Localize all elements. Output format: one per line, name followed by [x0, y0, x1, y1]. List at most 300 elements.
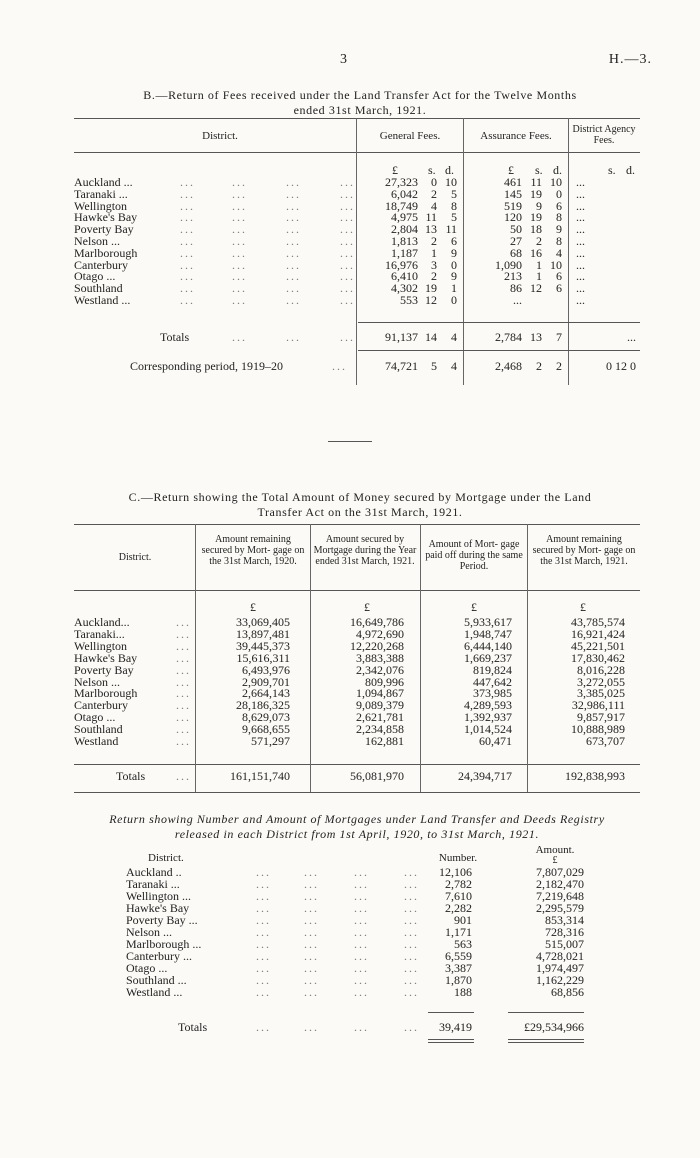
assurance-fees-pounds: 519 — [504, 198, 522, 213]
mortgage-count: 2,282 — [445, 901, 472, 915]
district-name: Wellington ... — [126, 889, 192, 903]
leader-dots: ... — [354, 973, 369, 987]
leader-dots: ... — [180, 198, 195, 213]
leader-dots: ... — [340, 222, 355, 237]
assurance-fees-shillings: 9 — [536, 198, 542, 213]
leader-dots: ... — [286, 234, 301, 248]
leader-dots: ... — [176, 650, 191, 665]
general-fees-pounds: 6,410 — [391, 269, 418, 284]
assurance-fees-pence: 6 — [556, 269, 562, 284]
agency-fees: ... — [576, 198, 585, 213]
assurance-fees-pounds: 120 — [504, 210, 522, 225]
district-name: Auckland .. — [126, 865, 182, 879]
section-d-rule — [508, 1012, 584, 1013]
mortgage-count: 1,171 — [445, 925, 472, 939]
amount-paid-off: 1,392,937 — [464, 710, 512, 725]
mortgage-amount: 68,856 — [551, 985, 584, 999]
assurance-fees-pence: 2 — [556, 359, 562, 373]
general-fees-pounds: 1,813 — [391, 234, 418, 248]
leader-dots: ... — [180, 293, 195, 307]
section-c-header-col3: Amount of Mort- gage paid off during the same Period. — [425, 539, 523, 572]
district-name: Westland ... — [74, 293, 131, 307]
leader-dots: ... — [232, 281, 247, 296]
section-d-title-line1: Return showing Number and Amount of Mortgages under Land Transfer and Deeds Registry — [109, 812, 605, 826]
amount-secured-year: 2,234,858 — [356, 722, 404, 737]
leader-dots: ... — [176, 769, 191, 783]
district-name: Otago ... — [74, 710, 116, 725]
district-name: Marlborough — [74, 686, 138, 701]
leader-dots: ... — [304, 949, 319, 963]
assurance-fees-pounds: 213 — [504, 269, 522, 284]
leader-dots: ... — [340, 269, 355, 284]
leader-dots: ... — [354, 949, 369, 963]
leader-dots: ... — [232, 186, 247, 201]
general-fees-pence: 11 — [445, 222, 457, 237]
page-number: 3 — [340, 52, 347, 67]
district-name: Nelson ... — [74, 674, 120, 689]
mortgage-count: 2,782 — [445, 877, 472, 891]
section-d-double-rule — [428, 1039, 474, 1040]
assurance-fees-pence: 10 — [550, 257, 562, 272]
district-name: Nelson ... — [74, 234, 120, 248]
assurance-fees-pounds: 2,784 — [495, 330, 522, 344]
leader-dots: ... — [286, 245, 301, 260]
district-name: Wellington — [74, 638, 128, 653]
amount-secured-year: 2,342,076 — [356, 662, 404, 677]
agency-fees: ... — [576, 234, 585, 248]
section-c-title — [70, 490, 650, 520]
leader-dots: ... — [286, 175, 301, 189]
amount-remaining-1920: 33,069,405 — [236, 615, 290, 629]
general-fees-pounds: 91,137 — [385, 330, 418, 344]
leader-dots: ... — [176, 638, 191, 653]
section-c-header-col2: Amount secured by Mortgage during the Year ended 31st March, 1921. — [313, 534, 417, 567]
leader-dots: ... — [404, 949, 419, 963]
leader-dots: ... — [180, 257, 195, 272]
amount-remaining-1920: 13,897,481 — [236, 626, 290, 641]
amount-remaining-1921: 673,707 — [586, 734, 625, 748]
section-c-bottom-rule — [74, 792, 640, 793]
section-b-title-line1: B.—Return of Fees received under the Land Transfer Act for the Twelve Months — [143, 88, 577, 102]
unit-pence: d. — [445, 163, 454, 177]
general-fees-shillings: 19 — [425, 281, 437, 296]
leader-dots: ... — [286, 269, 301, 284]
section-d-double-rule — [508, 1039, 584, 1040]
section-b-header-general: General Fees. — [379, 130, 441, 142]
amount-secured-year: 809,996 — [365, 674, 404, 689]
totals-label: Totals — [116, 769, 146, 783]
leader-dots: ... — [340, 198, 355, 213]
mortgage-amount: 7,219,648 — [536, 889, 584, 903]
leader-dots: ... — [256, 937, 271, 951]
district-name: Taranaki... — [74, 626, 125, 641]
leader-dots: ... — [232, 175, 247, 189]
leader-dots: ... — [180, 222, 195, 237]
leader-dots: ... — [232, 222, 247, 237]
amount-remaining-1921: 9,857,917 — [577, 710, 625, 725]
district-name: Canterbury — [74, 698, 128, 713]
section-d-header-amount: Amount. — [535, 844, 575, 856]
agency-fees: ... — [576, 269, 585, 284]
district-name: Taranaki ... — [74, 186, 128, 201]
general-fees-pounds: 16,976 — [385, 257, 418, 272]
section-c-header-col1: Amount remaining secured by Mort- gage on the 31st March, 1920. — [201, 534, 305, 567]
leader-dots: ... — [354, 913, 369, 927]
leader-dots: ... — [176, 722, 191, 737]
district-name: Otago ... — [74, 269, 116, 284]
assurance-fees-pounds: 461 — [504, 175, 522, 189]
section-c-col-divider — [195, 524, 196, 792]
leader-dots: ... — [304, 973, 319, 987]
amount-remaining-1920: 6,493,976 — [242, 662, 290, 677]
amount-remaining-1921: 32,986,111 — [571, 698, 625, 713]
district-name: Westland — [74, 734, 119, 748]
leader-dots: ... — [256, 1020, 271, 1034]
leader-dots: ... — [176, 734, 191, 748]
amount-paid-off: 6,444,140 — [464, 638, 512, 653]
section-d-header-district: District. — [148, 852, 184, 864]
assurance-fees-shillings: 16 — [530, 245, 542, 260]
section-b-col-divider — [463, 118, 464, 385]
district-name: Southland — [74, 722, 123, 737]
general-fees-shillings: 11 — [425, 210, 437, 225]
mortgage-amount: 2,182,470 — [536, 877, 584, 891]
mortgage-amount: 515,007 — [545, 937, 584, 951]
district-name: Nelson ... — [126, 925, 172, 939]
leader-dots: ... — [232, 234, 247, 248]
leader-dots: ... — [404, 937, 419, 951]
amount-secured-year: 1,094,867 — [356, 686, 404, 701]
amount-paid-off: 5,933,617 — [464, 615, 512, 629]
amount-remaining-1921: 3,385,025 — [577, 686, 625, 701]
section-d-double-rule — [508, 1042, 584, 1043]
amount-remaining-1920: 28,186,325 — [236, 698, 290, 713]
leader-dots: ... — [256, 865, 271, 879]
general-fees-pence: 1 — [451, 281, 457, 296]
district-name: Taranaki ... — [126, 877, 180, 891]
district-name: Auckland... — [74, 615, 130, 629]
leader-dots: ... — [304, 913, 319, 927]
district-name: Otago ... — [126, 961, 168, 975]
leader-dots: ... — [404, 913, 419, 927]
district-name: Hawke's Bay — [126, 901, 190, 915]
unit-pound: £ — [392, 163, 398, 177]
general-fees-pounds: 553 — [400, 293, 418, 307]
mortgage-count: 6,559 — [445, 949, 472, 963]
district-name: Poverty Bay ... — [126, 913, 198, 927]
leader-dots: ... — [232, 293, 247, 307]
currency-symbol: £ — [471, 600, 477, 614]
leader-dots: ... — [256, 889, 271, 903]
leader-dots: ... — [176, 674, 191, 689]
leader-dots: ... — [354, 889, 369, 903]
district-name: Wellington — [74, 198, 128, 213]
assurance-fees-pence: 7 — [556, 330, 562, 344]
general-fees-shillings: 14 — [425, 330, 437, 344]
mortgage-count: 12,106 — [439, 865, 472, 879]
general-fees-pence: 9 — [451, 269, 457, 284]
agency-fees: 0 12 0 — [606, 359, 636, 373]
agency-fees: ... — [576, 222, 585, 237]
leader-dots: ... — [286, 330, 301, 344]
amount-secured-year: 12,220,268 — [350, 638, 404, 653]
general-fees-pence: 5 — [451, 186, 457, 201]
assurance-fees-shillings: 19 — [530, 186, 542, 201]
mortgage-amount: 4,728,021 — [536, 949, 584, 963]
leader-dots: ... — [354, 985, 369, 999]
leader-dots: ... — [354, 937, 369, 951]
assurance-fees-pence: 8 — [556, 234, 562, 248]
general-fees-pence: 0 — [451, 293, 457, 307]
general-fees-pence: 6 — [451, 234, 457, 248]
leader-dots: ... — [404, 985, 419, 999]
total-count: 39,419 — [439, 1020, 472, 1034]
leader-dots: ... — [304, 925, 319, 939]
leader-dots: ... — [340, 281, 355, 296]
currency-symbol: £ — [580, 600, 586, 614]
unit-pence: d. — [626, 163, 635, 177]
amount-paid-off: 1,669,237 — [464, 650, 512, 665]
leader-dots: ... — [176, 698, 191, 713]
leader-dots: ... — [354, 1020, 369, 1034]
section-separator — [328, 441, 372, 442]
leader-dots: ... — [304, 1020, 319, 1034]
leader-dots: ... — [256, 985, 271, 999]
mortgage-amount: 1,162,229 — [536, 973, 584, 987]
mortgage-amount: 2,295,579 — [536, 901, 584, 915]
assurance-fees-pounds: 145 — [504, 186, 522, 201]
mortgage-amount: 728,316 — [545, 925, 584, 939]
amount-remaining-1920: 2,909,701 — [242, 674, 290, 689]
section-d-rule — [428, 1012, 474, 1013]
leader-dots: ... — [286, 210, 301, 225]
district-name: Canterbury ... — [126, 949, 192, 963]
assurance-fees-shillings: 1 — [536, 269, 542, 284]
amount-paid-off: 1,948,747 — [464, 626, 512, 641]
assurance-fees-pence: 4 — [556, 245, 562, 260]
leader-dots: ... — [286, 257, 301, 272]
assurance-fees-shillings: 12 — [530, 281, 542, 296]
unit-pound: £ — [508, 163, 514, 177]
amount-remaining-1921: 17,830,462 — [571, 650, 625, 665]
district-name: Marlborough — [74, 245, 138, 260]
section-d-header-currency: £ — [552, 855, 558, 866]
leader-dots: ... — [354, 961, 369, 975]
agency-fees: ... — [576, 186, 585, 201]
leader-dots: ... — [176, 710, 191, 725]
report-reference: H.—3. — [608, 52, 652, 67]
leader-dots: ... — [304, 901, 319, 915]
general-fees-shillings: 2 — [431, 234, 437, 248]
amount-paid-off: 4,289,593 — [464, 698, 512, 713]
district-name: Poverty Bay — [74, 662, 134, 677]
amount-remaining-1920: 571,297 — [251, 734, 290, 748]
leader-dots: ... — [180, 269, 195, 284]
general-fees-pounds: 27,323 — [385, 175, 418, 189]
leader-dots: ... — [256, 913, 271, 927]
subtotal-rule — [358, 322, 640, 323]
leader-dots: ... — [304, 889, 319, 903]
amount-remaining-1921: 43,785,574 — [571, 615, 625, 629]
assurance-fees-shillings: 2 — [536, 359, 542, 373]
general-fees-pounds: 4,975 — [391, 210, 418, 225]
section-d-double-rule — [428, 1042, 474, 1043]
leader-dots: ... — [404, 901, 419, 915]
leader-dots: ... — [286, 281, 301, 296]
amount-paid-off: 1,014,524 — [464, 722, 512, 737]
district-name: Westland ... — [126, 985, 183, 999]
section-b-header-rule — [74, 152, 640, 153]
leader-dots: ... — [340, 234, 355, 248]
assurance-fees-pence: 0 — [556, 186, 562, 201]
district-name: Poverty Bay — [74, 222, 134, 237]
amount-secured-year: 162,881 — [365, 734, 404, 748]
assurance-fees-shillings: 2 — [536, 234, 542, 248]
section-b-title — [70, 88, 650, 118]
amount-remaining-1921: 16,921,424 — [571, 626, 625, 641]
leader-dots: ... — [340, 175, 355, 189]
leader-dots: ... — [256, 961, 271, 975]
section-d-title — [74, 812, 640, 842]
unit-pence: d. — [553, 163, 562, 177]
general-fees-pence: 9 — [451, 245, 457, 260]
general-fees-shillings: 3 — [431, 257, 437, 272]
leader-dots: ... — [286, 198, 301, 213]
district-name: Auckland ... — [74, 175, 133, 189]
leader-dots: ... — [232, 210, 247, 225]
total-remaining-1920: 161,151,740 — [230, 769, 290, 783]
totals-label: Totals — [178, 1020, 208, 1034]
leader-dots: ... — [304, 961, 319, 975]
leader-dots: ... — [286, 222, 301, 237]
leader-dots: ... — [180, 186, 195, 201]
assurance-fees-shillings: 18 — [530, 222, 542, 237]
assurance-fees-shillings: 1 — [536, 257, 542, 272]
general-fees-pence: 5 — [451, 210, 457, 225]
general-fees-pence: 0 — [451, 257, 457, 272]
section-c-top-rule — [74, 524, 640, 525]
amount-paid-off: 373,985 — [473, 686, 512, 701]
amount-remaining-1920: 2,664,143 — [242, 686, 290, 701]
leader-dots: ... — [176, 615, 191, 629]
mortgage-count: 7,610 — [445, 889, 472, 903]
section-b-col-divider — [568, 118, 569, 385]
section-b-header-district: District. — [202, 130, 238, 142]
leader-dots: ... — [180, 210, 195, 225]
general-fees-pounds: 2,804 — [391, 222, 418, 237]
leader-dots: ... — [176, 662, 191, 677]
corresponding-period-label: Corresponding period, 1919–20 — [130, 359, 283, 373]
amount-remaining-1920: 9,668,655 — [242, 722, 290, 737]
assurance-fees-pence: 10 — [550, 175, 562, 189]
assurance-fees-pounds: 2,468 — [495, 359, 522, 373]
section-b-header-assurance: Assurance Fees. — [480, 130, 552, 142]
general-fees-pounds: 4,302 — [391, 281, 418, 296]
leader-dots: ... — [354, 925, 369, 939]
leader-dots: ... — [180, 245, 195, 260]
leader-dots: ... — [180, 234, 195, 248]
leader-dots: ... — [256, 949, 271, 963]
currency-symbol: £ — [364, 600, 370, 614]
district-name: Canterbury — [74, 257, 128, 272]
leader-dots: ... — [340, 257, 355, 272]
general-fees-shillings: 5 — [431, 359, 437, 373]
district-name: Southland — [74, 281, 123, 296]
amount-secured-year: 16,649,786 — [350, 615, 404, 629]
assurance-fees-shillings: 13 — [530, 330, 542, 344]
total-secured-year: 56,081,970 — [350, 769, 404, 783]
leader-dots: ... — [340, 210, 355, 225]
amount-remaining-1921: 8,016,228 — [577, 662, 625, 677]
leader-dots: ... — [404, 865, 419, 879]
total-amount: £29,534,966 — [524, 1020, 584, 1034]
general-fees-shillings: 4 — [431, 198, 437, 213]
section-b-top-rule — [74, 118, 640, 119]
district-name: Hawke's Bay — [74, 650, 138, 665]
section-c-header-col4: Amount remaining secured by Mort- gage on the 31st March, 1921. — [532, 534, 636, 567]
general-fees-shillings: 2 — [431, 269, 437, 284]
unit-shilling: s. — [608, 163, 616, 177]
leader-dots: ... — [354, 865, 369, 879]
section-b-title-line2: ended 31st March, 1921. — [293, 103, 427, 117]
general-fees-pence: 4 — [451, 359, 457, 373]
leader-dots: ... — [256, 877, 271, 891]
general-fees-shillings: 13 — [425, 222, 437, 237]
leader-dots: ... — [232, 330, 247, 344]
leader-dots: ... — [354, 877, 369, 891]
leader-dots: ... — [176, 626, 191, 641]
totals-label: Totals — [160, 330, 190, 344]
amount-secured-year: 9,089,379 — [356, 698, 404, 713]
amount-paid-off: 447,642 — [473, 674, 512, 689]
leader-dots: ... — [304, 877, 319, 891]
general-fees-shillings: 12 — [425, 293, 437, 307]
leader-dots: ... — [340, 293, 355, 307]
leader-dots: ... — [404, 925, 419, 939]
general-fees-shillings: 2 — [431, 186, 437, 201]
mortgage-amount: 853,314 — [545, 913, 584, 927]
section-c-header-district: District. — [118, 552, 152, 563]
subtotal-rule — [358, 350, 640, 351]
leader-dots: ... — [256, 925, 271, 939]
leader-dots: ... — [404, 877, 419, 891]
mortgage-count: 188 — [454, 985, 472, 999]
district-name: Southland ... — [126, 973, 187, 987]
section-c-title-line2: Transfer Act on the 31st March, 1921. — [257, 505, 463, 519]
amount-paid-off: 819,824 — [473, 662, 512, 677]
general-fees-pence: 10 — [445, 175, 457, 189]
section-c-col-divider — [310, 524, 311, 792]
amount-remaining-1921: 3,272,055 — [577, 674, 625, 689]
leader-dots: ... — [232, 198, 247, 213]
section-c-col-divider — [527, 524, 528, 792]
amount-paid-off: 60,471 — [479, 734, 512, 748]
unit-shilling: s. — [535, 163, 543, 177]
mortgage-count: 563 — [454, 937, 472, 951]
leader-dots: ... — [176, 686, 191, 701]
assurance-fees-shillings: 11 — [530, 175, 542, 189]
assurance-fees-pence: 9 — [556, 222, 562, 237]
leader-dots: ... — [404, 889, 419, 903]
leader-dots: ... — [404, 961, 419, 975]
assurance-fees-pounds: ... — [513, 293, 522, 307]
agency-fees: ... — [576, 281, 585, 296]
amount-remaining-1920: 15,616,311 — [236, 650, 290, 665]
section-c-title-line1: C.—Return showing the Total Amount of Money secured by Mortgage under the Land — [128, 490, 592, 504]
amount-remaining-1920: 39,445,373 — [236, 638, 290, 653]
agency-fees: ... — [627, 330, 636, 344]
leader-dots: ... — [340, 330, 355, 344]
